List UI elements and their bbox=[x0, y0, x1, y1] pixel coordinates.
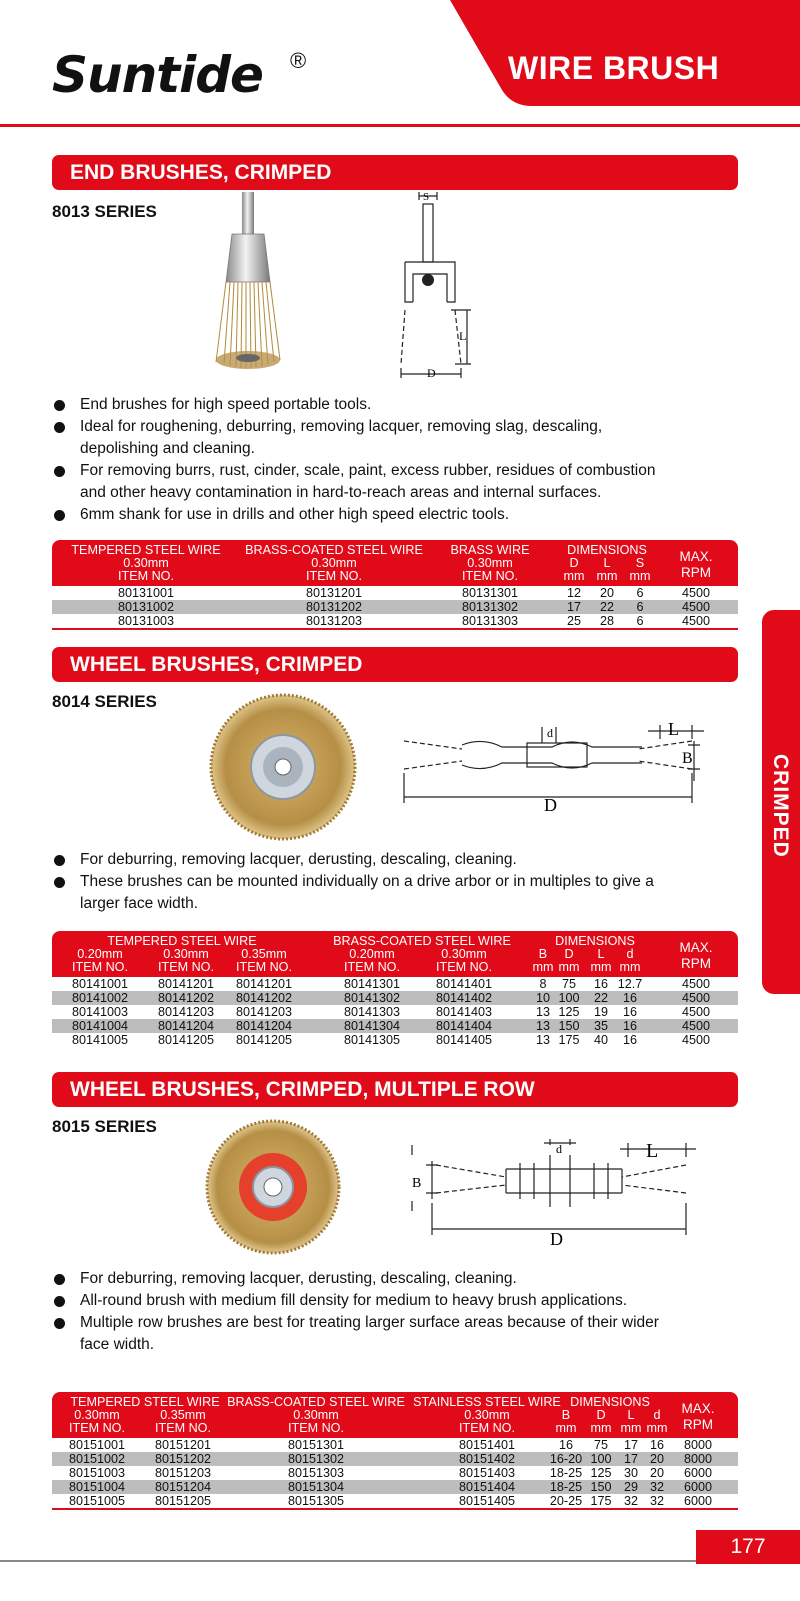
table-row: 80151004 80151204 80151304 80151404 18-25 150 29 32 6000 bbox=[52, 1480, 738, 1494]
table-row: 80141005 80141205 80141205 80141305 80141405 13 175 40 16 4500 bbox=[71, 1033, 711, 1047]
diagram-label-d-small: d bbox=[547, 726, 553, 740]
col-bc-020: 0.20mm ITEM NO. bbox=[344, 947, 400, 974]
col-dimensions: DIMENSIONS bbox=[555, 934, 635, 948]
bullets-8015 bbox=[52, 1268, 742, 1356]
registered-mark: ® bbox=[290, 48, 307, 73]
multiple-row-brush-photo bbox=[204, 1118, 342, 1256]
table-row: 80131003 80131203 80131303 25 28 6 4500 bbox=[117, 614, 711, 628]
col-max-rpm: MAX. RPM bbox=[679, 940, 713, 971]
section-title-multiple-row: WHEEL BRUSHES, CRIMPED, MULTIPLE ROW bbox=[52, 1072, 738, 1107]
table-8013 bbox=[52, 540, 738, 630]
diagram-label-b: B bbox=[412, 1176, 422, 1191]
table-row: 80131002 80131202 80131302 17 22 6 4500 bbox=[52, 600, 738, 614]
col-brass-coated: BRASS-COATED STEEL WIRE 0.30mm ITEM NO. bbox=[227, 1395, 405, 1435]
diagram-label-d: D bbox=[550, 1229, 563, 1249]
table-row: 80131001 80131201 80131301 12 20 6 4500 bbox=[117, 586, 711, 600]
table-header bbox=[52, 931, 738, 977]
diagram-label-d-small: d bbox=[556, 1142, 562, 1156]
series-label-8015: 8015 SERIES bbox=[52, 1117, 157, 1136]
col-dim-b: B mm bbox=[555, 1408, 577, 1435]
footer-divider bbox=[0, 1560, 800, 1562]
col-brass: BRASS WIRE 0.30mm ITEM NO. bbox=[450, 543, 530, 583]
diagram-label-s: S bbox=[423, 191, 430, 203]
bullet-item: End brushes for high speed portable tools. bbox=[52, 394, 742, 416]
col-tempered-035: 0.35mm ITEM NO. bbox=[155, 1408, 211, 1435]
bullet-continuation: and other heavy contamination in hard-to-reach areas and internal surfaces. bbox=[80, 484, 602, 501]
col-tempered: TEMPERED STEEL WIRE bbox=[70, 1395, 220, 1409]
side-tab-label: CRIMPED bbox=[769, 754, 792, 858]
header-divider bbox=[0, 124, 800, 127]
col-dim-l: L mm bbox=[620, 1408, 642, 1435]
col-dim-s: S mm bbox=[629, 556, 651, 583]
table-header bbox=[52, 1392, 738, 1438]
end-brush-photo bbox=[210, 192, 285, 377]
wheel-brush-diagram bbox=[402, 723, 714, 823]
bullet-continuation: depolishing and cleaning. bbox=[80, 440, 255, 457]
col-tempered-030: 0.30mm ITEM NO. bbox=[69, 1408, 125, 1435]
table-row: 80141004 80141204 80141204 80141304 80141404 13 150 35 16 4500 bbox=[52, 1019, 738, 1033]
col-brass-coated: BRASS-COATED STEEL WIRE 0.30mm ITEM NO. bbox=[245, 543, 423, 583]
col-max-rpm: MAX. RPM bbox=[681, 1401, 715, 1432]
table-bottom-rule bbox=[52, 628, 738, 630]
col-max-rpm: MAX. RPM bbox=[679, 549, 713, 580]
diagram-label-l: L bbox=[668, 723, 679, 739]
bullets-8014 bbox=[52, 849, 742, 915]
col-tempered: TEMPERED STEEL WIRE bbox=[107, 934, 257, 948]
series-label-8014: 8014 SERIES bbox=[52, 692, 157, 711]
bullet-continuation: face width. bbox=[80, 1336, 155, 1353]
section-title-end-brushes: END BRUSHES, CRIMPED bbox=[52, 155, 738, 190]
table-header bbox=[52, 540, 738, 586]
diagram-label-d: D bbox=[427, 366, 436, 380]
diagram-label-l: L bbox=[646, 1140, 659, 1162]
wheel-brush-photo bbox=[208, 692, 358, 842]
col-tempered-030: 0.30mm ITEM NO. bbox=[158, 947, 214, 974]
col-dim-l: L mm bbox=[590, 947, 612, 974]
table-row: 80141001 80141201 80141201 80141301 80141401 8 75 16 12.7 4500 bbox=[71, 977, 711, 991]
table-row: 80151005 80151205 80151305 80151405 20-25 175 32 32 6000 bbox=[68, 1494, 713, 1508]
diagram-label-b: B bbox=[682, 750, 693, 767]
bullet-item: All-round brush with medium fill density for medium to heavy brush applications. bbox=[52, 1290, 742, 1312]
col-stainless: STAINLESS STEEL WIRE 0.30mm ITEM NO. bbox=[413, 1395, 561, 1435]
table-row: 80151002 80151202 80151302 80151402 16-20 100 17 20 8000 bbox=[52, 1452, 738, 1466]
table-row: 80151003 80151203 80151303 80151403 18-25 125 30 20 6000 bbox=[68, 1466, 713, 1480]
col-tempered-020: 0.20mm ITEM NO. bbox=[72, 947, 128, 974]
bullet-item: These brushes can be mounted individually on a drive arbor or in multiples to give a bbox=[52, 871, 742, 893]
col-tempered: TEMPERED STEEL WIRE 0.30mm ITEM NO. bbox=[71, 543, 221, 583]
brand-name: Suntide bbox=[52, 46, 263, 104]
end-brush-diagram bbox=[395, 190, 485, 386]
bullet-continuation: larger face width. bbox=[80, 895, 199, 912]
diagram-label-d: D bbox=[544, 795, 557, 815]
col-dim-b: B mm bbox=[532, 947, 554, 974]
table-row: 80141003 80141203 80141203 80141303 80141403 13 125 19 16 4500 bbox=[71, 1005, 711, 1019]
bullet-item: For deburring, removing lacquer, derusting, descaling, cleaning. bbox=[52, 849, 742, 871]
diagram-label-l: L bbox=[459, 329, 467, 343]
table-row: 80151001 80151201 80151301 80151401 16 75 17 16 8000 bbox=[68, 1438, 713, 1452]
bullet-item: Ideal for roughening, deburring, removing lacquer, removing slag, descaling, bbox=[52, 416, 742, 438]
bullet-item: For deburring, removing lacquer, derusting, descaling, cleaning. bbox=[52, 1268, 742, 1290]
col-tempered-035: 0.35mm ITEM NO. bbox=[236, 947, 292, 974]
table-8015 bbox=[52, 1392, 738, 1510]
brand-logo bbox=[52, 40, 332, 120]
bullet-item: 6mm shank for use in drills and other high speed electric tools. bbox=[52, 504, 742, 526]
col-bc-030: 0.30mm ITEM NO. bbox=[436, 947, 492, 974]
col-brass-coated: BRASS-COATED STEEL WIRE bbox=[333, 934, 511, 948]
table-row: 80141002 80141202 80141202 80141302 80141402 10 100 22 16 4500 bbox=[52, 991, 738, 1005]
bullet-item: For removing burrs, rust, cinder, scale, paint, excess rubber, residues of combustion bbox=[52, 460, 742, 482]
col-dim-l: L mm bbox=[596, 556, 618, 583]
bullet-item: Multiple row brushes are best for treating larger surface areas because of their wider bbox=[52, 1312, 742, 1334]
col-dimensions: DIMENSIONS bbox=[570, 1395, 650, 1409]
page-number: 177 bbox=[696, 1530, 800, 1564]
series-label-8013: 8013 SERIES bbox=[52, 202, 157, 221]
bullets-8013 bbox=[52, 394, 742, 526]
col-dim-d: D mm bbox=[590, 1408, 612, 1435]
header-title: WIRE BRUSH bbox=[508, 50, 720, 86]
col-dim-d-small: d mm bbox=[646, 1408, 668, 1435]
col-dimensions: DIMENSIONS bbox=[567, 543, 647, 557]
table-bottom-rule bbox=[52, 1508, 738, 1510]
multiple-row-brush-diagram bbox=[410, 1135, 710, 1257]
table-8014 bbox=[52, 931, 738, 1047]
col-dim-d: D mm bbox=[558, 947, 580, 974]
col-dim-d: D mm bbox=[563, 556, 585, 583]
col-dim-d-small: d mm bbox=[619, 947, 641, 974]
section-title-wheel-brushes: WHEEL BRUSHES, CRIMPED bbox=[52, 647, 738, 682]
